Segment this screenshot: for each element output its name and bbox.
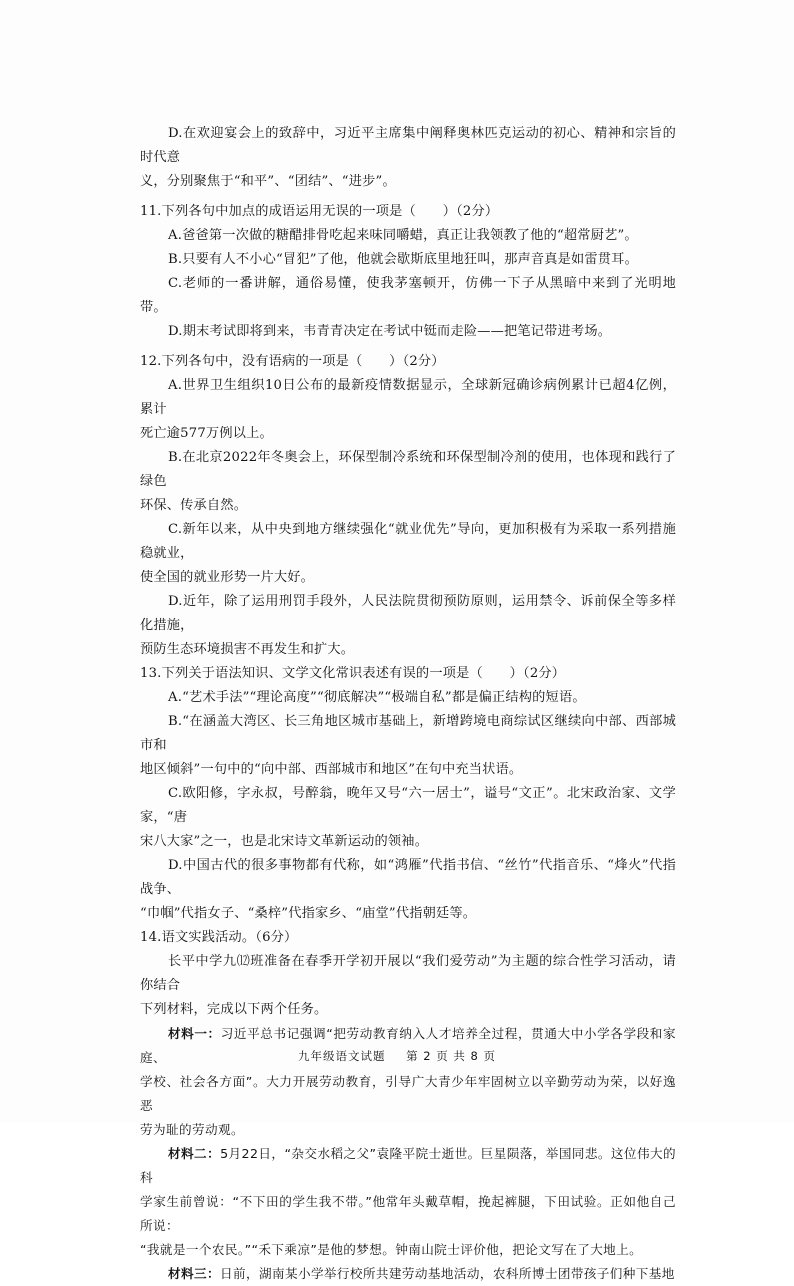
question-12-option-d: D.近年，除了运用刑罚手段外，人民法院贯彻预防原则，运用禁令、诉前保全等多样化措施，	[140, 594, 676, 633]
material-3-text: 日前，湖南某小学举行校所共建劳动基地活动，农科所博士团带孩子们种下基地	[219, 1266, 675, 1281]
question-12-stem: 12.下列各句中，没有语病的一项是（ ）（2分）	[140, 354, 445, 369]
option-d-line: D.在欢迎宴会上的致辞中，习近平主席集中阐释奥林匹克运动的初心、精神和宗旨的时代意	[140, 126, 676, 165]
question-13-option-d-cont: “巾帼”代指女子、“桑梓”代指家乡、“庙堂”代指朝廷等。	[140, 906, 477, 921]
question-13-option-c: C.欧阳修，字永叔，号醉翁，晚年又号“六一居士”，谥号“文正”。北宋政治家、文学家，“唐	[140, 786, 676, 825]
material-2-cont: 学家生前曾说：“不下田的学生我不带。”他常年头戴草帽，挽起裤腿，下田试验。正如他自己所说：	[140, 1194, 676, 1233]
question-11-option-b: B.只要有人不小心“冒犯”了他，他就会歇斯底里地狂叫，那声音真是如雷贯耳。	[168, 252, 638, 267]
material-3-label: 材料三：	[168, 1266, 220, 1281]
question-14-intro-cont: 下列材料，完成以下两个任务。	[140, 1002, 328, 1017]
question-12-option-c: C.新年以来，从中央到地方继续强化“就业优先”导向，更加积极有为采取一系列措施稳就业，	[140, 522, 676, 561]
material-3	[140, 1262, 676, 1286]
material-2-label: 材料二：	[168, 1146, 221, 1161]
question-12-option-d-cont: 预防生态环境损害不再发生和扩大。	[140, 642, 355, 657]
material-1-cont: 劳为耻的劳动观。	[140, 1122, 244, 1137]
material-2-text: 5月22日，“杂交水稻之父”袁隆平院士逝世。巨星陨落，举国同悲。这位伟大的科	[140, 1146, 676, 1185]
question-11-option-c: C.老师的一番讲解，通俗易懂，使我茅塞顿开，仿佛一下子从黑暗中来到了光明地带。	[140, 276, 676, 315]
question-13-stem: 13.下列关于语法知识、文学文化常识表述有误的一项是（ ）（2分）	[140, 666, 566, 681]
question-12-option-c-cont: 使全国的就业形势一片大好。	[140, 570, 315, 585]
question-13-option-d: D.中国古代的很多事物都有代称，如“鸿雁”代指书信、“丝竹”代指音乐、“烽火”代指战争、	[140, 858, 676, 897]
question-11-option-d: D.期末考试即将到来，韦青青决定在考试中铤而走险——把笔记带进考场。	[168, 324, 612, 339]
question-11-option-a: A.爸爸第一次做的糖醋排骨吃起来味同嚼蜡，真正让我领教了他的“超常厨艺”。	[168, 228, 638, 243]
material-2	[140, 1142, 676, 1190]
question-12-option-b: B.在北京2022年冬奥会上，环保型制冷系统和环保型制冷剂的使用，也体现和践行了绿色	[140, 450, 676, 489]
question-14-stem: 14.语文实践活动。（6分）	[140, 930, 298, 945]
page-footer	[0, 1048, 794, 1064]
question-13-option-b-cont: 地区倾斜”一句中的“向中部、西部城市和地区”在句中充当状语。	[140, 762, 523, 777]
question-14-intro: 长平中学九⑿班准备在春季开学初开展以“我们爱劳动”为主题的综合性学习活动，请你结合	[140, 954, 676, 993]
footer-page-number: 第 2 页 共 8 页	[406, 1049, 497, 1063]
material-1-label: 材料一：	[168, 1026, 221, 1041]
question-12-option-b-cont: 环保、传承自然。	[140, 498, 248, 513]
exam-content	[140, 122, 676, 1286]
option-d-line: 义，分别聚焦于“和平”、“团结”、“进步”。	[140, 174, 396, 189]
question-13-option-a: A.“艺术手法”“理论高度”“彻底解决”“极端自私”都是偏正结构的短语。	[168, 690, 586, 705]
question-11-stem: 11.下列各句中加点的成语运用无误的一项是（ ）（2分）	[140, 204, 499, 219]
question-13-option-c-cont: 宋八大家”之一，也是北宋诗文革新运动的领袖。	[140, 834, 429, 849]
material-1-text: 习近平总书记强调“把劳动教育纳入人才培养全过程，贯通大中小学各学段和家庭、	[140, 1026, 676, 1065]
question-12-option-a-cont: 死亡逾577万例以上。	[140, 426, 273, 441]
footer-subject: 九年级语文试题	[297, 1049, 386, 1063]
material-2-cont: “我就是一个农民。”“禾下乘凉”是他的梦想。钟南山院士评价他，把论文写在了大地上。	[140, 1242, 643, 1257]
question-13-option-b: B.“在涵盖大湾区、长三角地区城市基础上，新增跨境电商综试区继续向中部、西部城市和	[140, 714, 676, 753]
question-12-option-a: A.世界卫生组织10日公布的最新疫情数据显示，全球新冠确诊病例累计已超4亿例，累计	[140, 378, 676, 417]
material-1-cont: 学校、社会各方面”。大力开展劳动教育，引导广大青少年牢固树立以辛勤劳动为荣，以好逸恶	[140, 1074, 676, 1113]
